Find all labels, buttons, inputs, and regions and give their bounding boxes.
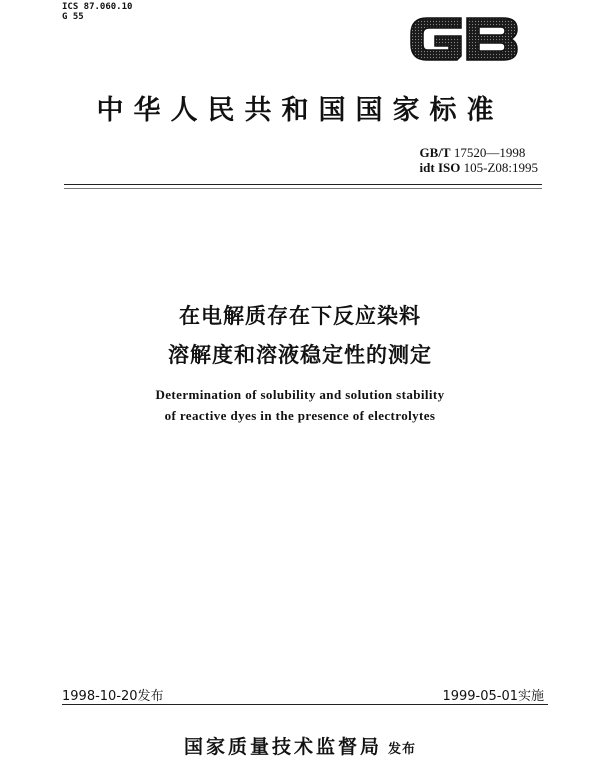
publish-date: 1998-10-20发布 [62, 689, 164, 704]
top-divider-thin [64, 188, 542, 189]
english-title-line-1: Determination of solubility and solution stability [155, 387, 445, 402]
issuer-name: 国家质量技术监督局 [183, 736, 382, 758]
top-divider [64, 184, 542, 185]
bottom-divider [62, 704, 548, 705]
issuer-line [0, 732, 600, 759]
idt-label: idt ISO [419, 160, 461, 175]
effective-date: 1999-05-01实施 [442, 689, 544, 704]
ccs-code: G 55 [62, 12, 84, 22]
national-standard-title: 中华人民共和国国家标准 [96, 95, 504, 126]
gb-number: 17520—1998 [453, 145, 526, 160]
issuer-suffix: 发布 [388, 742, 417, 757]
idt-code-line [420, 160, 538, 175]
ics-code: ICS 87.060.10 [62, 2, 133, 12]
gb-logo [405, 8, 523, 68]
idt-number: 105-Z08:1995 [463, 160, 538, 175]
classification-codes [62, 2, 132, 22]
english-title-line-2: of reactive dyes in the presence of electrolytes [164, 408, 436, 423]
chinese-title-line-1: 在电解质存在下反应染料 [179, 304, 421, 328]
chinese-title-line-2: 溶解度和溶液稳定性的测定 [168, 343, 432, 367]
standard-codes [420, 145, 538, 175]
gb-code-line [420, 145, 538, 160]
gb-label: GB/T [419, 145, 451, 160]
